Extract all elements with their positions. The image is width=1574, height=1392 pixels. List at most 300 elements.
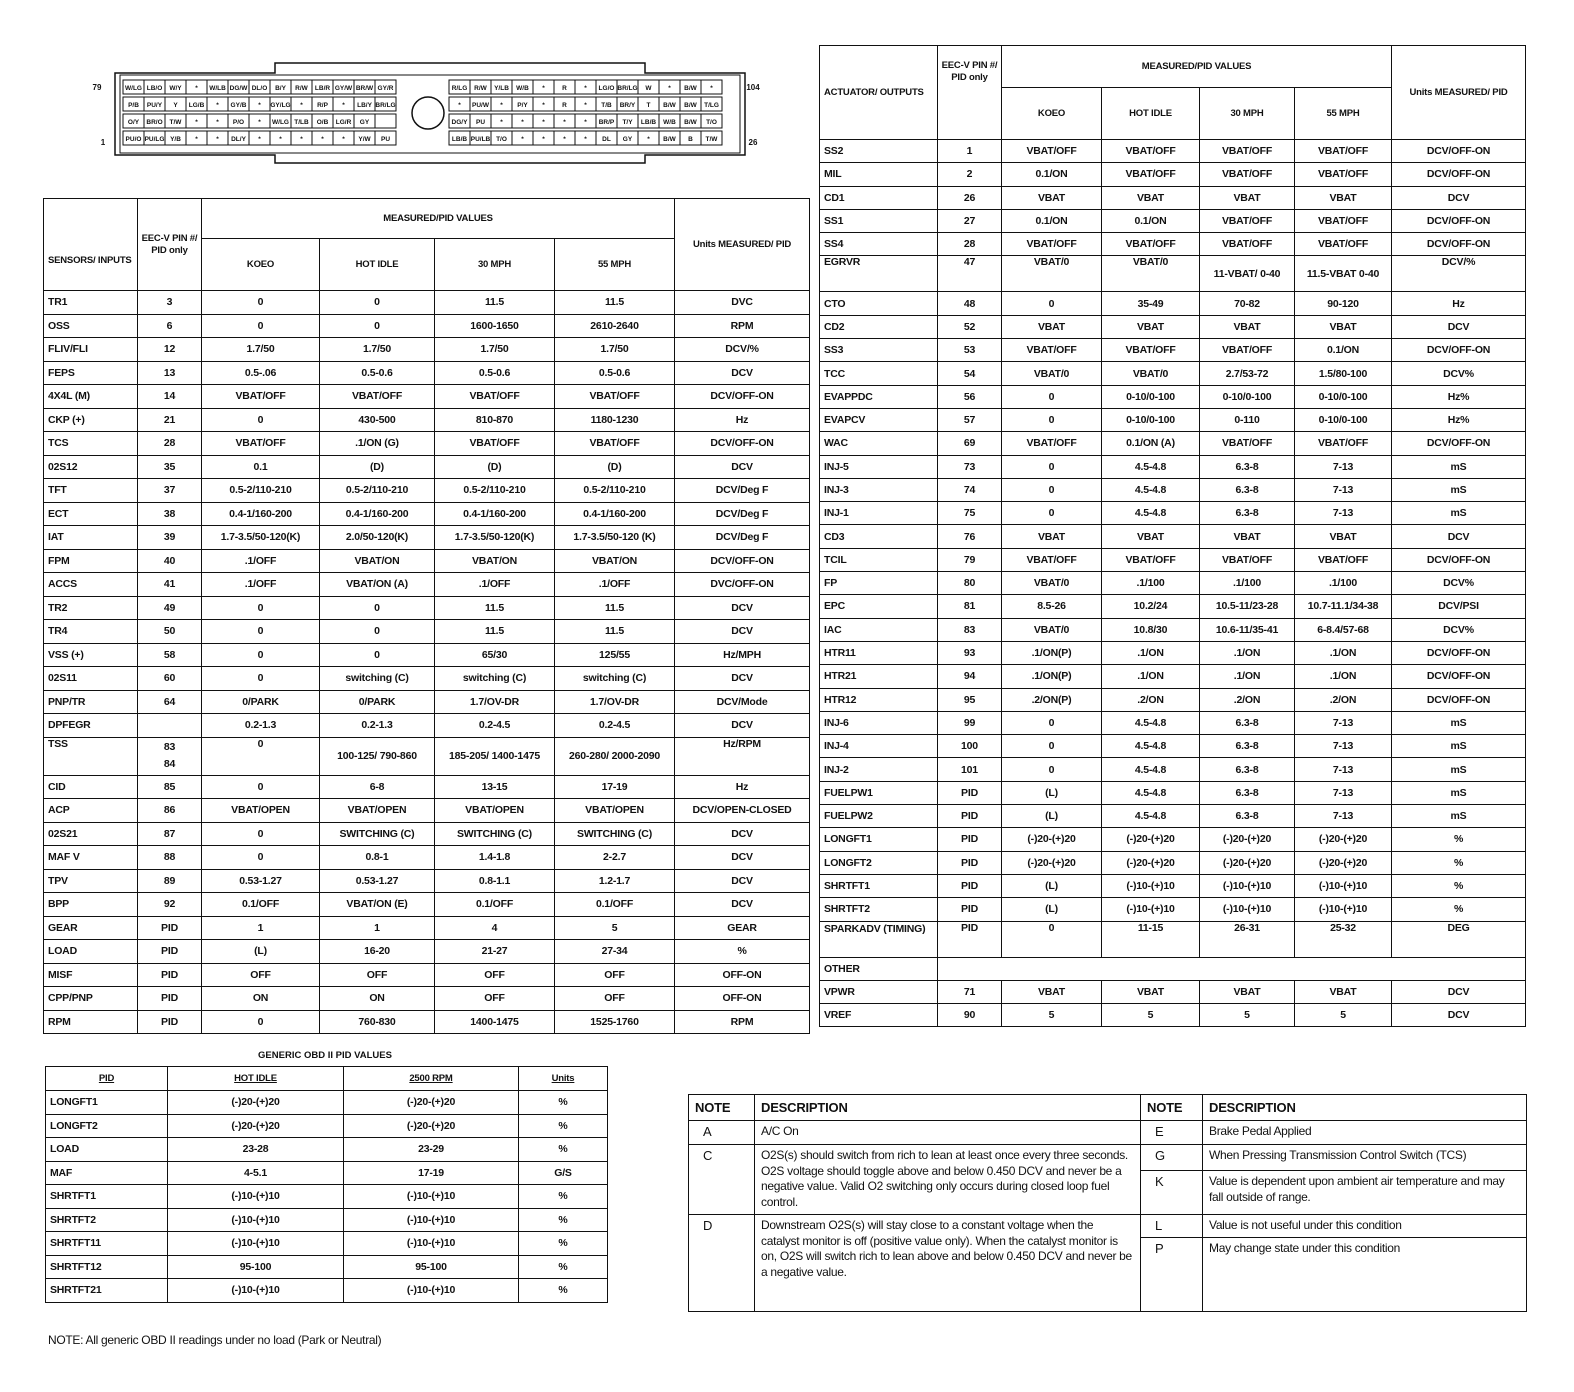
table-cell: % bbox=[675, 940, 810, 964]
row-label: FPM bbox=[44, 549, 138, 573]
table-cell: 10.8/30 bbox=[1102, 618, 1200, 641]
table-cell: DCV% bbox=[1392, 362, 1526, 385]
connector-pin-label: T/W bbox=[705, 136, 718, 143]
table-row bbox=[820, 256, 1526, 292]
table-cell: DCV bbox=[675, 596, 810, 620]
table-cell: 5 bbox=[1002, 1004, 1102, 1027]
table-cell: Hz% bbox=[1392, 385, 1526, 408]
table-cell: VBAT/0 bbox=[1002, 618, 1102, 641]
table-cell: 4.5-4.8 bbox=[1102, 478, 1200, 501]
table-cell: 38 bbox=[138, 502, 202, 526]
table-cell: VBAT bbox=[1295, 315, 1392, 338]
table-row bbox=[44, 291, 810, 315]
table-cell: 0.4-1/160-200 bbox=[555, 502, 675, 526]
row-label: INJ-2 bbox=[820, 758, 938, 781]
notes-table bbox=[688, 1094, 1527, 1312]
connector-pin-label: * bbox=[710, 85, 713, 92]
table-cell: VBAT/OFF bbox=[202, 385, 320, 409]
table-cell: .2/ON(P) bbox=[1002, 688, 1102, 711]
table-cell: 0 bbox=[320, 596, 435, 620]
connector-pin-label: * bbox=[542, 85, 545, 92]
table-cell: 94 bbox=[938, 665, 1002, 688]
connector-pin-label: W/LG bbox=[125, 85, 142, 92]
note-description: O2S(s) should switch from rich to lean at least once every three seconds. O2S voltage should toggle above and below 0.450 DCV and never be a negative value. Valid O2 switching only occurs during closed loop fuel control. bbox=[755, 1145, 1141, 1215]
row-label: SS4 bbox=[820, 233, 938, 256]
table-cell: VBAT/OFF bbox=[1295, 163, 1392, 186]
table-cell: 6.3-8 bbox=[1200, 781, 1295, 804]
table-row bbox=[820, 548, 1526, 571]
pin-number-label: 104 bbox=[746, 83, 760, 92]
table-cell: VBAT/OFF bbox=[1295, 548, 1392, 571]
table-cell: OFF bbox=[320, 963, 435, 987]
col-header-description: DESCRIPTION bbox=[755, 1095, 1141, 1121]
table-cell: 11-VBAT/ 0-40 bbox=[1200, 256, 1295, 292]
table-cell: (-)10-(+)10 bbox=[344, 1208, 519, 1232]
row-label: SHRTFT21 bbox=[46, 1279, 168, 1303]
connector-pin-label: T/W bbox=[169, 119, 182, 126]
table-cell: 1.5/80-100 bbox=[1295, 362, 1392, 385]
table-cell: 0 bbox=[320, 291, 435, 315]
connector-pin-label: LG/O bbox=[598, 85, 615, 92]
table-cell: (-)20-(+)20 bbox=[1200, 851, 1295, 874]
note-letter: E bbox=[1141, 1121, 1203, 1145]
table-cell: 1.7-3.5/50-120(K) bbox=[435, 526, 555, 550]
connector-pin-label: GY/W bbox=[334, 85, 353, 92]
table-cell: 28 bbox=[938, 233, 1002, 256]
table-cell: VBAT/OFF bbox=[1200, 163, 1295, 186]
connector-pin-label: B/W bbox=[684, 85, 697, 92]
table-cell: 0 bbox=[202, 775, 320, 799]
col-header-note: NOTE bbox=[1141, 1095, 1203, 1121]
table-row bbox=[689, 1145, 1527, 1171]
table-cell: 0 bbox=[1002, 478, 1102, 501]
table-cell: 810-870 bbox=[435, 408, 555, 432]
note-letter: D bbox=[689, 1215, 755, 1312]
row-label: SS2 bbox=[820, 140, 938, 163]
table-cell: 7-13 bbox=[1295, 502, 1392, 525]
row-label: INJ-3 bbox=[820, 478, 938, 501]
row-label: SHRTFT11 bbox=[46, 1232, 168, 1256]
table-cell: DCV bbox=[1392, 1004, 1526, 1027]
table-cell: DCV% bbox=[1392, 618, 1526, 641]
table-cell: .1/ON bbox=[1295, 665, 1392, 688]
table-row bbox=[44, 1010, 810, 1034]
connector-pin-label: BR/LG bbox=[617, 85, 638, 92]
table-row bbox=[820, 408, 1526, 431]
note-description: May change state under this condition bbox=[1203, 1237, 1527, 1311]
table-cell: 125/55 bbox=[555, 643, 675, 667]
table-cell: 0.5-0.6 bbox=[320, 361, 435, 385]
table-cell: 100-125/ 790-860 bbox=[320, 737, 435, 775]
connector-pin-label: LB/O bbox=[146, 85, 163, 92]
table-row bbox=[820, 1004, 1526, 1027]
row-label: EGRVR bbox=[820, 256, 938, 292]
table-row bbox=[44, 963, 810, 987]
table-cell: 70-82 bbox=[1200, 292, 1295, 315]
connector-pin-label: PU/W bbox=[472, 102, 489, 109]
table-cell: 0.8-1 bbox=[320, 846, 435, 870]
footnote: NOTE: All generic OBD II readings under no load (Park or Neutral) bbox=[48, 1333, 382, 1347]
connector-pin-label: PU bbox=[380, 136, 391, 143]
connector-pin-label: R bbox=[562, 85, 567, 92]
table-cell: mS bbox=[1392, 502, 1526, 525]
connector-pin-label: * bbox=[258, 102, 261, 109]
row-label: TSS bbox=[44, 737, 138, 775]
table-cell: VBAT/ON bbox=[320, 549, 435, 573]
table-cell: 81 bbox=[938, 595, 1002, 618]
table-cell: 71 bbox=[938, 980, 1002, 1003]
row-label: TR4 bbox=[44, 620, 138, 644]
table-cell: 35 bbox=[138, 455, 202, 479]
table-cell: mS bbox=[1392, 805, 1526, 828]
table-cell: 0 bbox=[1002, 758, 1102, 781]
row-label: FUELPW1 bbox=[820, 781, 938, 804]
table-row bbox=[44, 737, 810, 775]
table-cell: VBAT/OFF bbox=[1295, 233, 1392, 256]
table-cell bbox=[138, 714, 202, 738]
table-cell: 4 bbox=[435, 916, 555, 940]
connector-pinout-diagram bbox=[85, 55, 765, 175]
row-label: 4X4L (M) bbox=[44, 385, 138, 409]
table-cell: VBAT/OFF bbox=[1002, 548, 1102, 571]
connector-pin-label: * bbox=[584, 102, 587, 109]
table-cell: 760-830 bbox=[320, 1010, 435, 1034]
connector-pin-label: * bbox=[668, 85, 671, 92]
row-label: CID bbox=[44, 775, 138, 799]
table-cell: 0.2-4.5 bbox=[555, 714, 675, 738]
table-cell: VBAT/OPEN bbox=[435, 799, 555, 823]
table-cell: (L) bbox=[1002, 781, 1102, 804]
table-row bbox=[44, 714, 810, 738]
table-cell: 0.4-1/160-200 bbox=[202, 502, 320, 526]
row-label: HTR11 bbox=[820, 641, 938, 664]
table-cell: 0 bbox=[202, 737, 320, 775]
connector-pin-label: PU/O bbox=[125, 136, 142, 143]
row-label: SPARKADV (TIMING) bbox=[820, 921, 938, 957]
table-cell: 0 bbox=[1002, 292, 1102, 315]
table-cell: 11.5 bbox=[555, 620, 675, 644]
table-row bbox=[820, 432, 1526, 455]
table-cell: .1/OFF bbox=[555, 573, 675, 597]
table-cell: % bbox=[519, 1185, 608, 1209]
table-cell: PID bbox=[138, 940, 202, 964]
table-cell: 27 bbox=[938, 209, 1002, 232]
table-cell: 100 bbox=[938, 735, 1002, 758]
table-cell: 2-2.7 bbox=[555, 846, 675, 870]
connector-pin-label: O/Y bbox=[127, 119, 140, 126]
table-cell: 11.5 bbox=[435, 291, 555, 315]
row-label: FEPS bbox=[44, 361, 138, 385]
table-cell: 1180-1230 bbox=[555, 408, 675, 432]
table-cell: % bbox=[1392, 874, 1526, 897]
table-cell: 0 bbox=[1002, 921, 1102, 957]
table-cell: 7-13 bbox=[1295, 805, 1392, 828]
table-cell: 6-8.4/57-68 bbox=[1295, 618, 1392, 641]
table-cell: VBAT/OFF bbox=[1102, 548, 1200, 571]
table-row bbox=[44, 361, 810, 385]
table-cell: PID bbox=[938, 921, 1002, 957]
table-cell: % bbox=[519, 1279, 608, 1303]
table-cell: 1.7-3.5/50-120 (K) bbox=[555, 526, 675, 550]
connector-pin-label: LB/B bbox=[451, 136, 468, 143]
table-cell: 0.1/ON bbox=[1102, 209, 1200, 232]
table-cell: 87 bbox=[138, 822, 202, 846]
table-row bbox=[820, 641, 1526, 664]
table-cell: 260-280/ 2000-2090 bbox=[555, 737, 675, 775]
table-cell: 1.7/50 bbox=[555, 338, 675, 362]
connector-pin-label: PU/LB bbox=[470, 136, 491, 143]
table-cell: OFF-ON bbox=[675, 963, 810, 987]
row-label: VPWR bbox=[820, 980, 938, 1003]
row-label: HTR12 bbox=[820, 688, 938, 711]
table-cell: SWITCHING (C) bbox=[320, 822, 435, 846]
connector-pin-label: B/W bbox=[684, 119, 697, 126]
table-row bbox=[46, 1208, 608, 1232]
col-header-pin: EEC-V PIN #/ PID only bbox=[938, 46, 1002, 140]
row-label: MAF bbox=[46, 1161, 168, 1185]
table-cell: VBAT bbox=[1200, 186, 1295, 209]
table-cell: (-)20-(+)20 bbox=[1002, 851, 1102, 874]
row-label: SHRTFT1 bbox=[46, 1185, 168, 1209]
row-label: 02S11 bbox=[44, 667, 138, 691]
row-label: LOAD bbox=[44, 940, 138, 964]
table-row bbox=[44, 690, 810, 714]
table-cell: (-)20-(+)20 bbox=[168, 1114, 344, 1138]
table-cell bbox=[138, 737, 202, 775]
table-cell: .1/OFF bbox=[435, 573, 555, 597]
row-label: MIL bbox=[820, 163, 938, 186]
table-cell: PID bbox=[938, 874, 1002, 897]
row-label: MISF bbox=[44, 963, 138, 987]
table-cell: 0.1/OFF bbox=[435, 893, 555, 917]
table-cell: DCV bbox=[675, 822, 810, 846]
table-cell: 13 bbox=[138, 361, 202, 385]
connector-pin-label: * bbox=[563, 136, 566, 143]
row-label: EVAPPDC bbox=[820, 385, 938, 408]
table-cell: (D) bbox=[320, 455, 435, 479]
table-cell: VBAT/OFF bbox=[1200, 140, 1295, 163]
table-cell: VBAT/OFF bbox=[1102, 339, 1200, 362]
table-cell: (-)10-(+)10 bbox=[1200, 874, 1295, 897]
table-cell: Hz bbox=[675, 775, 810, 799]
connector-pin-label: * bbox=[647, 136, 650, 143]
table-cell: 0.1/ON bbox=[1002, 209, 1102, 232]
table-cell: 2 bbox=[938, 163, 1002, 186]
table-row bbox=[820, 595, 1526, 618]
table-row bbox=[820, 315, 1526, 338]
table-row bbox=[44, 479, 810, 503]
connector-pin-label: DG/W bbox=[229, 85, 248, 92]
table-cell: (D) bbox=[555, 455, 675, 479]
table-cell: G/S bbox=[519, 1161, 608, 1185]
table-cell: DCV/% bbox=[675, 338, 810, 362]
table-cell: 25-32 bbox=[1295, 921, 1392, 957]
table-cell: PID bbox=[938, 828, 1002, 851]
connector-pin-label: LB/R bbox=[314, 85, 331, 92]
connector-pin-label: LG/B bbox=[188, 102, 205, 109]
generic-obd-table bbox=[45, 1066, 608, 1303]
table-cell: 1 bbox=[938, 140, 1002, 163]
table-cell: 11.5 bbox=[555, 596, 675, 620]
row-label: BPP bbox=[44, 893, 138, 917]
table-cell: VBAT/0 bbox=[1002, 572, 1102, 595]
connector-pin-label: * bbox=[584, 119, 587, 126]
table-cell: 76 bbox=[938, 525, 1002, 548]
connector-pin-label: BR/LG bbox=[375, 102, 396, 109]
table-cell: 8.5-26 bbox=[1002, 595, 1102, 618]
table-cell: 0.1/ON bbox=[1002, 163, 1102, 186]
table-cell: VBAT/OFF bbox=[1295, 432, 1392, 455]
table-cell: DVC bbox=[675, 291, 810, 315]
connector-pin-label: * bbox=[279, 136, 282, 143]
table-cell: VBAT bbox=[1002, 980, 1102, 1003]
connector-pin-label: T/O bbox=[496, 136, 507, 143]
row-label: LONGFT1 bbox=[46, 1091, 168, 1115]
table-cell: OFF bbox=[555, 987, 675, 1011]
connector-pin-label: BR/Y bbox=[619, 102, 636, 109]
table-cell: 27-34 bbox=[555, 940, 675, 964]
row-label: PNP/TR bbox=[44, 690, 138, 714]
col-header-30mph: 30 MPH bbox=[435, 239, 555, 291]
table-cell: 47 bbox=[938, 256, 1002, 292]
row-label: RPM bbox=[44, 1010, 138, 1034]
table-cell: VBAT bbox=[1002, 186, 1102, 209]
table-cell: VBAT/OPEN bbox=[555, 799, 675, 823]
table-cell: DCV/OFF-ON bbox=[1392, 688, 1526, 711]
connector-pin-label: * bbox=[584, 85, 587, 92]
table-cell: 7-13 bbox=[1295, 455, 1392, 478]
table-cell: DCV/OPEN-CLOSED bbox=[675, 799, 810, 823]
table-cell: 0 bbox=[1002, 455, 1102, 478]
table-cell: VBAT bbox=[1002, 315, 1102, 338]
table-row bbox=[820, 805, 1526, 828]
table-row bbox=[44, 893, 810, 917]
actuators-outputs-table bbox=[819, 45, 1526, 1027]
table-cell: 64 bbox=[138, 690, 202, 714]
row-label: MAF V bbox=[44, 846, 138, 870]
table-cell: 0 bbox=[1002, 735, 1102, 758]
table-cell: VBAT bbox=[1102, 186, 1200, 209]
table-cell: 7-13 bbox=[1295, 781, 1392, 804]
table-cell: DCV bbox=[1392, 525, 1526, 548]
table-cell: 6.3-8 bbox=[1200, 805, 1295, 828]
table-cell: 11.5 bbox=[435, 620, 555, 644]
table-cell: VBAT/OFF bbox=[1200, 548, 1295, 571]
row-label: TPV bbox=[44, 869, 138, 893]
connector-pin-label: DL bbox=[602, 136, 611, 143]
row-label: OTHER bbox=[820, 957, 938, 980]
table-cell: 93 bbox=[938, 641, 1002, 664]
connector-pin-label: * bbox=[195, 136, 198, 143]
table-cell: DCV/Deg F bbox=[675, 479, 810, 503]
table-cell: VBAT/OFF bbox=[1200, 233, 1295, 256]
table-cell: 0 bbox=[202, 1010, 320, 1034]
table-cell: .1/ON(P) bbox=[1002, 665, 1102, 688]
connector-pin-label: W/LB bbox=[209, 85, 226, 92]
table-cell: VBAT/OPEN bbox=[320, 799, 435, 823]
table-row bbox=[820, 478, 1526, 501]
connector-pin-label: R/P bbox=[317, 102, 328, 109]
row-label: SHRTFT2 bbox=[46, 1208, 168, 1232]
table-cell: OFF-ON bbox=[675, 987, 810, 1011]
connector-pin-label: PU/Y bbox=[146, 102, 163, 109]
row-label: LONGFT2 bbox=[46, 1114, 168, 1138]
table-cell: % bbox=[1392, 851, 1526, 874]
row-label: HTR21 bbox=[820, 665, 938, 688]
table-cell: .1/100 bbox=[1200, 572, 1295, 595]
table-cell: DCV/OFF-ON bbox=[1392, 432, 1526, 455]
table-row bbox=[820, 688, 1526, 711]
connector-pin-label: GY bbox=[359, 119, 370, 126]
table-cell: switching (C) bbox=[320, 667, 435, 691]
table-cell: 6.3-8 bbox=[1200, 502, 1295, 525]
table-row bbox=[820, 828, 1526, 851]
table-cell: % bbox=[519, 1091, 608, 1115]
connector-pin-label: B/W bbox=[684, 102, 697, 109]
table-cell: 0.53-1.27 bbox=[320, 869, 435, 893]
connector-pin-label: * bbox=[216, 102, 219, 109]
table-row bbox=[820, 572, 1526, 595]
table-cell: switching (C) bbox=[555, 667, 675, 691]
table-cell: 4.5-4.8 bbox=[1102, 711, 1200, 734]
connector-pin-label: B/W bbox=[663, 102, 676, 109]
table-cell: 60 bbox=[138, 667, 202, 691]
table-cell: 0-10/0-100 bbox=[1102, 408, 1200, 431]
connector-pin-label: Y/W bbox=[358, 136, 371, 143]
table-cell: 0 bbox=[202, 620, 320, 644]
row-label: TCS bbox=[44, 432, 138, 456]
table-cell: VBAT/ON bbox=[435, 549, 555, 573]
table-cell: mS bbox=[1392, 735, 1526, 758]
connector-pin-label: DL/O bbox=[251, 85, 268, 92]
table-cell: (-)20-(+)20 bbox=[344, 1114, 519, 1138]
table-cell: 0.53-1.27 bbox=[202, 869, 320, 893]
table-row bbox=[46, 1232, 608, 1256]
table-cell: VBAT/OFF bbox=[202, 432, 320, 456]
table-cell: DCV/OFF-ON bbox=[1392, 339, 1526, 362]
table-cell: % bbox=[1392, 898, 1526, 921]
table-cell: 0 bbox=[320, 620, 435, 644]
table-cell: VBAT/OFF bbox=[1002, 339, 1102, 362]
table-cell: 11.5 bbox=[435, 596, 555, 620]
connector-pin-label: * bbox=[521, 119, 524, 126]
table-row bbox=[820, 140, 1526, 163]
table-cell: VBAT bbox=[1200, 980, 1295, 1003]
table-row bbox=[689, 1215, 1527, 1238]
table-cell: % bbox=[519, 1138, 608, 1162]
connector-pin-label: * bbox=[563, 119, 566, 126]
connector-pin-label: GY/LG bbox=[270, 102, 291, 109]
connector-pin-label: * bbox=[321, 136, 324, 143]
table-cell: 0.4-1/160-200 bbox=[435, 502, 555, 526]
table-row bbox=[820, 362, 1526, 385]
table-cell: 0.2-4.5 bbox=[435, 714, 555, 738]
col-header-measured: MEASURED/PID VALUES bbox=[202, 199, 675, 239]
table-cell: 0 bbox=[202, 291, 320, 315]
table-cell: 4.5-4.8 bbox=[1102, 735, 1200, 758]
connector-pin-label: * bbox=[521, 136, 524, 143]
table-cell: VBAT/OFF bbox=[1002, 140, 1102, 163]
table-cell: DCV/OFF-ON bbox=[675, 432, 810, 456]
table-cell: VBAT bbox=[1200, 315, 1295, 338]
table-cell: VBAT/ON bbox=[555, 549, 675, 573]
connector-pin-label: B/W bbox=[663, 136, 676, 143]
connector-pin-label: B/Y bbox=[275, 85, 286, 92]
table-cell: 1 bbox=[320, 916, 435, 940]
table-cell: DCV/Deg F bbox=[675, 526, 810, 550]
table-cell: VBAT/0 bbox=[1102, 362, 1200, 385]
connector-pin-label: W bbox=[645, 85, 652, 92]
